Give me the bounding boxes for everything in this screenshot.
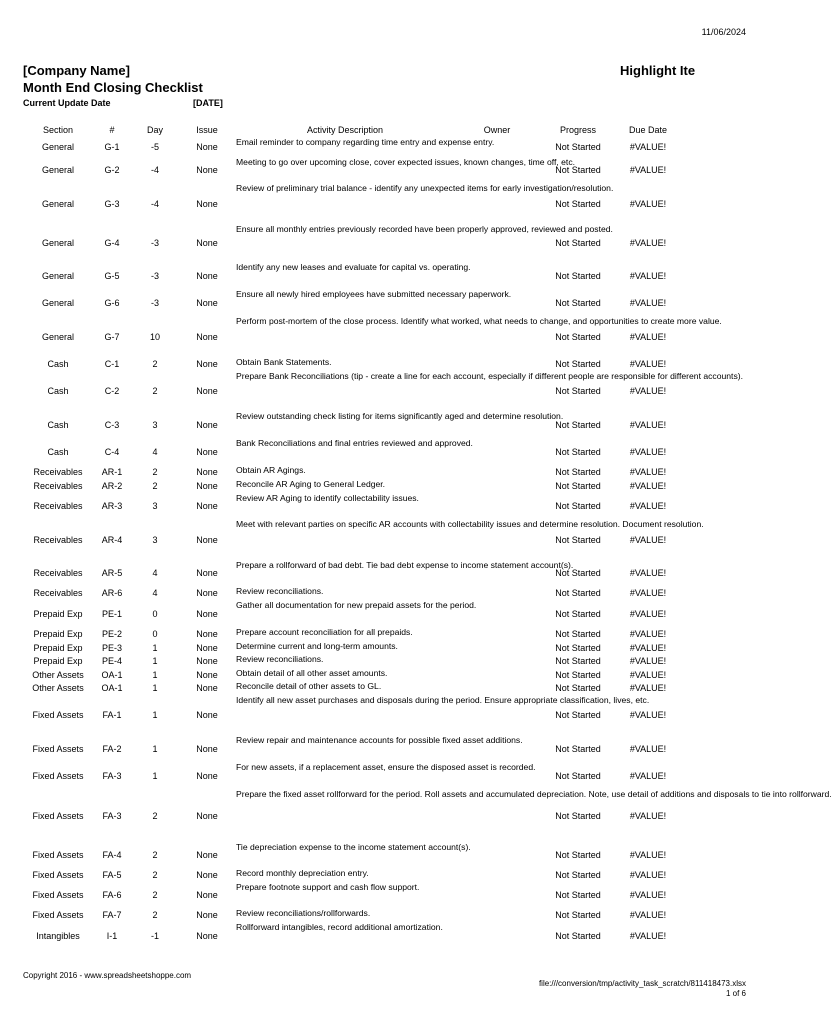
cell-section: Fixed Assets [32, 770, 84, 781]
cell-day: 2 [152, 467, 158, 477]
cell-issue: None [196, 446, 218, 457]
page-number: 1 of 6 [725, 989, 746, 998]
cell-day: 2 [152, 810, 158, 821]
cell-activity-description: Prepare footnote support and cash flow support. [236, 882, 420, 892]
update-date-value: [DATE] [193, 98, 223, 108]
cell-section: Receivables [33, 588, 83, 598]
cell-issue: None [196, 683, 218, 693]
cell-issue: None [196, 386, 218, 396]
cell-day: -4 [150, 198, 159, 209]
cell-section: Other Assets [32, 669, 84, 680]
cell-issue: None [196, 359, 218, 369]
cell-day: -3 [150, 297, 159, 308]
cell-activity-description: Obtain detail of all other asset amounts. [236, 668, 388, 678]
cell-due-date: #VALUE! [629, 629, 667, 639]
cell-due-date: #VALUE! [629, 642, 667, 653]
cell-due-date: #VALUE! [629, 588, 667, 598]
cell-activity-description: Tie depreciation expense to the income statement account(s). [236, 842, 471, 852]
cell-due-date: #VALUE! [629, 467, 667, 477]
cell-issue: None [196, 930, 218, 941]
table-header [0, 123, 768, 137]
cell-progress: Not Started [555, 419, 601, 430]
cell-number: G-2 [104, 165, 120, 175]
cell-number: AR-5 [101, 568, 123, 578]
cell-activity-description: Prepare Bank Reconciliations (tip - create a line for each account, especially if different people are responsible for different accounts). [236, 371, 743, 381]
cell-due-date: #VALUE! [629, 930, 667, 941]
cell-due-date: #VALUE! [629, 568, 667, 578]
cell-issue: None [196, 501, 218, 511]
cell-section: General [41, 198, 75, 209]
cell-due-date: #VALUE! [629, 810, 667, 821]
cell-day: 1 [152, 656, 158, 666]
cell-section: Intangibles [36, 930, 80, 941]
cell-progress: Not Started [555, 297, 601, 308]
cell-issue: None [196, 910, 218, 920]
cell-progress: Not Started [555, 142, 601, 152]
cell-activity-description: Review outstanding check listing for items significantly aged and determine resolution. [236, 411, 564, 421]
cell-number: AR-6 [101, 588, 123, 598]
cell-section: Prepaid Exp [33, 629, 83, 639]
cell-number: G-3 [104, 198, 120, 209]
cell-section: Fixed Assets [32, 890, 84, 900]
cell-due-date: #VALUE! [629, 419, 667, 430]
table-row [0, 224, 768, 262]
cell-issue: None [196, 642, 218, 653]
cell-progress: Not Started [555, 467, 601, 477]
cell-activity-description: Gather all documentation for new prepaid assets for the period. [236, 600, 477, 610]
cell-activity-description: Obtain Bank Statements. [236, 357, 332, 367]
cell-number: AR-2 [101, 481, 123, 491]
cell-progress: Not Started [555, 588, 601, 598]
cell-issue: None [196, 467, 218, 477]
cell-number: PE-2 [101, 629, 122, 639]
cell-day: 10 [149, 331, 160, 342]
cell-activity-description: Obtain AR Agings. [236, 465, 306, 475]
cell-activity-description: Rollforward intangibles, record additional amortization. [236, 922, 443, 932]
cell-activity-description: Review reconciliations. [236, 586, 324, 596]
cell-number: PE-4 [101, 656, 122, 666]
table-row [0, 493, 768, 519]
cell-day: 1 [152, 743, 158, 754]
update-date-label: Current Update Date [23, 98, 111, 108]
table-row [0, 137, 768, 157]
cell-section: General [41, 297, 75, 308]
cell-issue: None [196, 608, 218, 619]
col-progress: Progress [559, 125, 596, 135]
cell-due-date: #VALUE! [629, 683, 667, 693]
print-date: 11/06/2024 [701, 27, 746, 37]
cell-activity-description: Determine current and long-term amounts. [236, 641, 398, 651]
cell-number: PE-3 [101, 642, 122, 653]
table-row [0, 695, 768, 735]
cell-section: General [41, 270, 75, 281]
cell-day: 1 [152, 642, 158, 653]
cell-issue: None [196, 481, 218, 491]
cell-issue: None [196, 710, 218, 720]
cell-activity-description: Email reminder to company regarding time entry and expense entry. [236, 137, 495, 147]
cell-number: I-1 [106, 930, 118, 941]
cell-activity-description: Reconcile AR Aging to General Ledger. [236, 479, 386, 489]
cell-progress: Not Started [555, 359, 601, 369]
cell-section: Prepaid Exp [33, 642, 83, 653]
copyright: Copyright 2016 - www.spreadsheetshoppe.com [23, 971, 192, 980]
cell-progress: Not Started [555, 910, 601, 920]
cell-activity-description: Bank Reconciliations and final entries reviewed and approved. [236, 438, 473, 448]
cell-progress: Not Started [555, 930, 601, 941]
cell-activity-description: Ensure all newly hired employees have submitted necessary paperwork. [236, 289, 512, 299]
cell-progress: Not Started [555, 238, 601, 248]
cell-day: 2 [152, 870, 158, 880]
cell-issue: None [196, 238, 218, 248]
cell-progress: Not Started [555, 669, 601, 680]
table-row [0, 627, 768, 641]
cell-due-date: #VALUE! [629, 743, 667, 754]
cell-day: 1 [152, 683, 158, 693]
cell-issue: None [196, 568, 218, 578]
cell-number: FA-5 [102, 870, 122, 880]
cell-day: 1 [152, 770, 158, 781]
file-path: file:///conversion/tmp/activity_task_scratch/811418473.xlsx [538, 979, 746, 988]
cell-number: FA-2 [102, 743, 122, 754]
highlight-items-heading: Highlight Ite [620, 63, 696, 78]
company-name: [Company Name] [23, 63, 130, 78]
cell-due-date: #VALUE! [629, 270, 667, 281]
cell-progress: Not Started [555, 198, 601, 209]
cell-day: -3 [150, 270, 159, 281]
cell-section: Cash [47, 446, 69, 457]
cell-number: C-1 [104, 359, 120, 369]
cell-section: General [41, 165, 75, 175]
cell-progress: Not Started [555, 608, 601, 619]
cell-due-date: #VALUE! [629, 910, 667, 920]
cell-section: Fixed Assets [32, 870, 84, 880]
cell-due-date: #VALUE! [629, 870, 667, 880]
cell-due-date: #VALUE! [629, 534, 667, 545]
cell-number: C-3 [104, 419, 120, 430]
table-row [0, 371, 768, 411]
cell-section: Fixed Assets [32, 810, 84, 821]
cell-issue: None [196, 629, 218, 639]
cell-issue: None [196, 270, 218, 281]
cell-activity-description: Record monthly depreciation entry. [236, 868, 369, 878]
table-row [0, 586, 768, 600]
cell-number: FA-1 [102, 710, 122, 720]
cell-section: Receivables [33, 534, 83, 545]
cell-day: -1 [150, 930, 159, 941]
cell-progress: Not Started [555, 629, 601, 639]
cell-issue: None [196, 198, 218, 209]
cell-day: 2 [152, 890, 158, 900]
table-row [0, 357, 768, 371]
cell-day: 2 [152, 359, 158, 369]
table-row [0, 882, 768, 908]
cell-due-date: #VALUE! [629, 656, 667, 666]
cell-issue: None [196, 810, 218, 821]
cell-number: FA-3 [102, 770, 122, 781]
table-row [0, 789, 832, 842]
cell-number: OA-1 [101, 669, 123, 680]
cell-due-date: #VALUE! [629, 501, 667, 511]
cell-due-date: #VALUE! [629, 297, 667, 308]
cell-progress: Not Started [555, 331, 601, 342]
col-due-date: Due Date [628, 125, 668, 135]
cell-issue: None [196, 850, 218, 860]
cell-section: Cash [47, 419, 69, 430]
cell-number: C-2 [104, 386, 120, 396]
col-day: Day [146, 125, 163, 135]
cell-activity-description: Review reconciliations/rollforwards. [236, 908, 371, 918]
cell-number: FA-7 [102, 910, 122, 920]
table-row [0, 762, 768, 789]
cell-day: 2 [152, 386, 158, 396]
cell-number: FA-6 [102, 890, 122, 900]
cell-number: G-4 [104, 238, 120, 248]
table-row [0, 438, 768, 465]
cell-activity-description: Ensure all monthly entries previously recorded have been properly approved, reviewed and posted. [236, 224, 613, 234]
cell-progress: Not Started [555, 850, 601, 860]
cell-issue: None [196, 890, 218, 900]
cell-section: General [41, 331, 75, 342]
cell-progress: Not Started [555, 568, 601, 578]
table-row [0, 641, 768, 654]
table-row [0, 681, 768, 695]
cell-section: Receivables [33, 568, 83, 578]
cell-section: Other Assets [32, 683, 84, 693]
cell-issue: None [196, 588, 218, 598]
cell-section: Receivables [33, 467, 83, 477]
table-row [0, 922, 768, 949]
cell-activity-description: Review of preliminary trial balance - identify any unexpected items for early investigation/resolution. [236, 183, 614, 193]
table-row [0, 411, 768, 438]
cell-due-date: #VALUE! [629, 481, 667, 491]
cell-due-date: #VALUE! [629, 142, 667, 152]
cell-issue: None [196, 770, 218, 781]
cell-number: FA-4 [102, 850, 122, 860]
cell-due-date: #VALUE! [629, 359, 667, 369]
cell-day: 4 [152, 568, 158, 578]
cell-activity-description: Perform post-mortem of the close process. Identify what worked, what needs to change, and opportunities to create more value. [236, 316, 722, 326]
cell-progress: Not Started [555, 656, 601, 666]
cell-section: Fixed Assets [32, 910, 84, 920]
cell-section: Fixed Assets [32, 743, 84, 754]
cell-activity-description: Identify all new asset purchases and disposals during the period. Ensure appropriate classification, lives, etc. [236, 695, 650, 705]
cell-day: -5 [150, 142, 159, 152]
cell-activity-description: Review repair and maintenance accounts for possible fixed asset additions. [236, 735, 523, 745]
cell-issue: None [196, 870, 218, 880]
cell-activity-description: Meet with relevant parties on specific AR accounts with collectability issues and determine resolution. Document resolution. [236, 519, 704, 529]
cell-day: 3 [152, 534, 158, 545]
cell-progress: Not Started [555, 386, 601, 396]
cell-progress: Not Started [555, 446, 601, 457]
cell-due-date: #VALUE! [629, 770, 667, 781]
cell-day: -4 [150, 165, 159, 175]
table-row [0, 519, 768, 560]
cell-number: AR-1 [101, 467, 123, 477]
cell-number: OA-1 [101, 683, 123, 693]
table-row [0, 465, 768, 479]
table-row [0, 668, 768, 681]
cell-activity-description: Review reconciliations. [236, 654, 324, 664]
cell-due-date: #VALUE! [629, 198, 667, 209]
table-row [0, 735, 768, 762]
cell-day: 4 [152, 588, 158, 598]
cell-activity-description: For new assets, if a replacement asset, ensure the disposed asset is recorded. [236, 762, 536, 772]
col-activity-description: Activity Description [306, 125, 384, 135]
cell-issue: None [196, 743, 218, 754]
cell-due-date: #VALUE! [629, 710, 667, 720]
cell-day: 1 [152, 669, 158, 680]
cell-section: Receivables [33, 481, 83, 491]
table-row [0, 654, 768, 668]
table-row [0, 868, 768, 882]
cell-progress: Not Started [555, 870, 601, 880]
cell-activity-description: Reconcile detail of other assets to GL. [236, 681, 382, 691]
cell-issue: None [196, 419, 218, 430]
document-title: Month End Closing Checklist [23, 80, 203, 95]
cell-issue: None [196, 669, 218, 680]
cell-progress: Not Started [555, 270, 601, 281]
cell-section: Fixed Assets [32, 850, 84, 860]
col-section: Section [42, 125, 74, 135]
cell-number: AR-3 [101, 501, 123, 511]
col-owner: Owner [483, 125, 511, 135]
cell-progress: Not Started [555, 710, 601, 720]
cell-progress: Not Started [555, 642, 601, 653]
cell-activity-description: Meeting to go over upcoming close, cover expected issues, known changes, time off, etc. [236, 157, 575, 167]
cell-activity-description: Review AR Aging to identify collectability issues. [236, 493, 419, 503]
cell-number: G-1 [104, 142, 120, 152]
table-row [0, 262, 768, 289]
cell-issue: None [196, 165, 218, 175]
cell-issue: None [196, 142, 218, 152]
cell-progress: Not Started [555, 165, 601, 175]
cell-progress: Not Started [555, 501, 601, 511]
cell-progress: Not Started [555, 770, 601, 781]
table-row [0, 183, 768, 224]
cell-number: G-6 [104, 297, 120, 308]
checklist-table [0, 123, 832, 949]
cell-section: General [41, 142, 75, 152]
table-row [0, 479, 768, 493]
cell-number: FA-3 [102, 810, 122, 821]
cell-day: 2 [152, 481, 158, 491]
cell-due-date: #VALUE! [629, 669, 667, 680]
cell-activity-description: Prepare the fixed asset rollforward for the period. Roll assets and accumulated depreciation. Note, use detail of additions and disposals to tie into rollforward. [236, 789, 832, 799]
cell-number: C-4 [104, 446, 120, 457]
cell-day: 0 [152, 608, 158, 619]
cell-due-date: #VALUE! [629, 608, 667, 619]
cell-activity-description: Prepare a rollforward of bad debt. Tie bad debt expense to income statement account(s). [236, 560, 574, 570]
cell-progress: Not Started [555, 481, 601, 491]
cell-section: Cash [47, 359, 69, 369]
cell-issue: None [196, 534, 218, 545]
table-row [0, 289, 768, 316]
cell-number: PE-1 [101, 608, 122, 619]
cell-due-date: #VALUE! [629, 386, 667, 396]
cell-progress: Not Started [555, 534, 601, 545]
col-number: # [109, 125, 115, 135]
cell-number: G-7 [104, 331, 120, 342]
cell-day: 2 [152, 850, 158, 860]
cell-section: Prepaid Exp [33, 608, 83, 619]
cell-section: Cash [47, 386, 69, 396]
cell-day: 3 [152, 419, 158, 430]
cell-activity-description: Prepare account reconciliation for all prepaids. [236, 627, 413, 637]
cell-issue: None [196, 656, 218, 666]
table-row [0, 316, 768, 357]
col-issue: Issue [196, 125, 218, 135]
cell-progress: Not Started [555, 743, 601, 754]
cell-section: Fixed Assets [32, 710, 84, 720]
table-row [0, 157, 768, 183]
cell-day: 3 [152, 501, 158, 511]
cell-due-date: #VALUE! [629, 165, 667, 175]
cell-number: AR-4 [101, 534, 123, 545]
cell-progress: Not Started [555, 810, 601, 821]
table-row [0, 560, 768, 586]
cell-day: 2 [152, 910, 158, 920]
cell-due-date: #VALUE! [629, 446, 667, 457]
cell-issue: None [196, 331, 218, 342]
cell-due-date: #VALUE! [629, 890, 667, 900]
cell-day: 0 [152, 629, 158, 639]
cell-day: 4 [152, 446, 158, 457]
cell-section: Prepaid Exp [33, 656, 83, 666]
cell-section: Receivables [33, 501, 83, 511]
cell-due-date: #VALUE! [629, 238, 667, 248]
cell-activity-description: Identify any new leases and evaluate for capital vs. operating. [236, 262, 471, 272]
cell-section: General [41, 238, 75, 248]
cell-number: G-5 [104, 270, 120, 281]
cell-day: -3 [150, 238, 159, 248]
cell-progress: Not Started [555, 683, 601, 693]
table-row [0, 600, 768, 627]
cell-progress: Not Started [555, 890, 601, 900]
cell-due-date: #VALUE! [629, 850, 667, 860]
table-row [0, 842, 768, 868]
table-row [0, 908, 768, 922]
cell-day: 1 [152, 710, 158, 720]
cell-due-date: #VALUE! [629, 331, 667, 342]
cell-issue: None [196, 297, 218, 308]
